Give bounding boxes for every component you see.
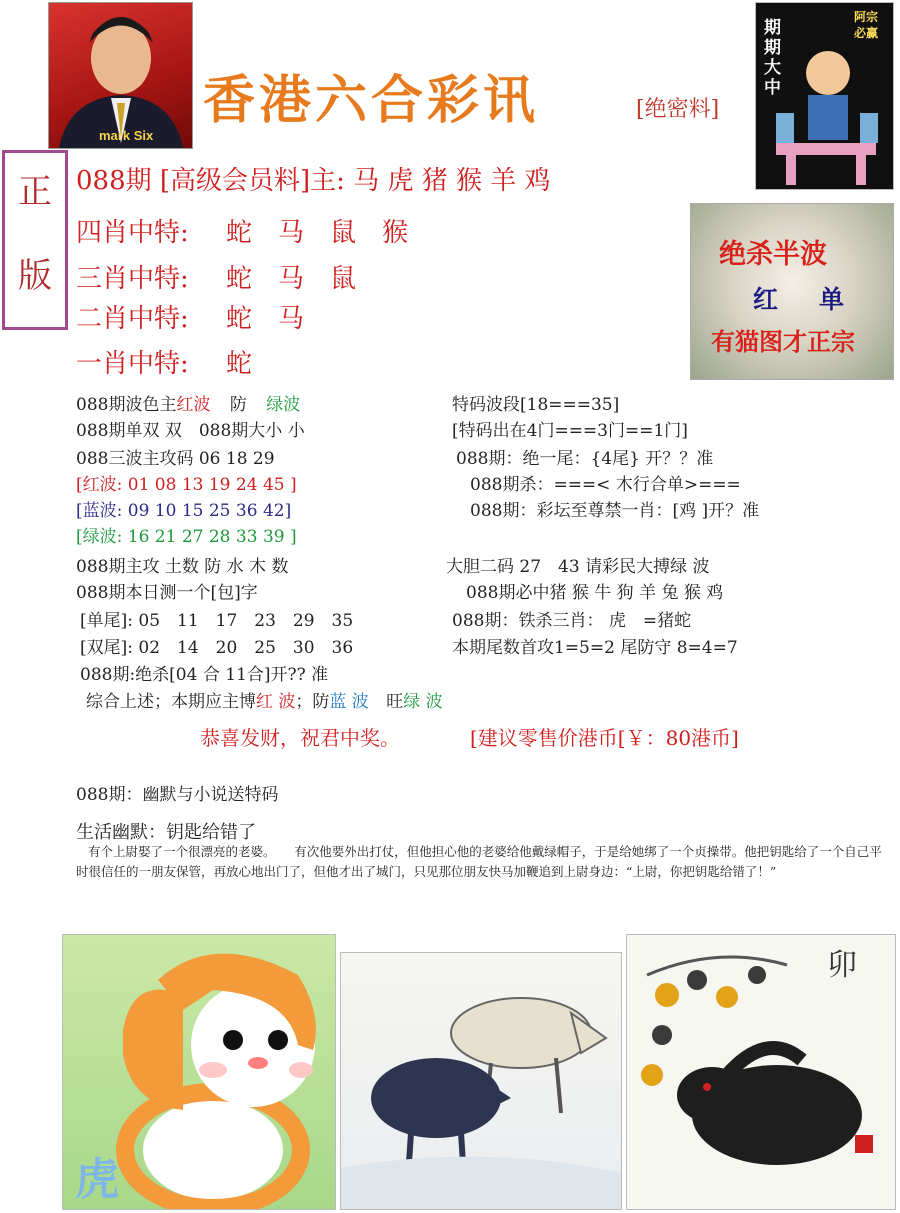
tiger-char: 虎 (75, 1154, 119, 1205)
summary-row: 综合上述；本期应主博红 波；防蓝 波 旺绿 波 (86, 692, 443, 712)
two-zodiac-label: 二肖中特: (76, 304, 189, 334)
cat-text-2b: 单 (819, 285, 845, 314)
one-zodiac-value: 蛇 (226, 349, 253, 379)
humor-story: 有个上尉娶了一个很漂亮的老婆。 有次他要外出打仗，但他担心他的老婆给他戴绿帽子，于是给她绑了一个贞操带。他把钥匙给了一个自己平时很信任的一朋友保管，再放心地出门了，但他才出了城门，只见那位朋友快马加鞭追到上尉身边：“上尉，你把钥匙给错了！” (76, 844, 882, 879)
four-zodiac-label: 四肖中特: (76, 218, 189, 248)
rabbit-painting (626, 934, 896, 1210)
price-text: [建议零售价港币[￥：80港币] (470, 726, 739, 750)
badge-char-1: 正 (18, 172, 52, 212)
special-door-row: [特码出在4门===3门==1门] (452, 421, 688, 441)
green-wave-row: [绿波: 16 21 27 28 33 39 ] (76, 527, 297, 547)
wave-color-row: 088期波色主红波 防 绿波 (76, 395, 301, 415)
four-zodiac-value: 蛇 马 鼠 猴 (226, 218, 409, 248)
red-wave-row: [红波: 01 08 13 19 24 45 ] (76, 475, 297, 495)
cartoon-text-right: 阿宗必赢 (854, 10, 879, 40)
humor-heading: 088期：幽默与小说送特码 (76, 785, 279, 805)
three-wave-row: 088三波主攻码 06 18 29 (76, 449, 275, 469)
page-subtitle: [绝密料] (636, 97, 720, 122)
pigs-painting (340, 952, 622, 1210)
pigs-figure (341, 953, 621, 1209)
one-zodiac-label: 一肖中特: (76, 349, 189, 379)
cartoon-image (755, 2, 894, 190)
cat-image (690, 203, 894, 380)
cat-text-2a: 红 (753, 285, 779, 314)
daily-char-row: 088期本日测一个[包]字 (76, 583, 258, 603)
congrats-text: 恭喜发财，祝君中奖。 (200, 726, 400, 750)
member-picks: 088期 [高级会员料]主: 马 虎 猪 猴 羊 鸡 (76, 166, 551, 196)
cat-text-1: 绝杀半波 (719, 239, 827, 270)
special-range-row: 特码波段[18===35] (452, 395, 620, 415)
badge-char-2: 版 (18, 256, 52, 297)
tiger-image (62, 934, 336, 1210)
rabbit-figure (627, 935, 895, 1209)
humor-title: 生活幽默：钥匙给错了 (76, 822, 256, 843)
tail-attack-row: 本期尾数首攻1=5=2 尾防守 8=4=7 (452, 638, 738, 658)
authentic-badge (2, 150, 68, 330)
odd-even-row: 088期单双 双 088期大小 小 (76, 421, 305, 441)
three-zodiac-value: 蛇 马 鼠 (226, 264, 357, 294)
page-title: 香港六合彩讯 (203, 70, 540, 131)
element-kill-row: 088期杀：===< 木行合单>=== (470, 475, 741, 495)
portrait-image (48, 2, 193, 149)
two-number-row: 大胆二码 27 43 请彩民大搏绿 波 (446, 557, 710, 577)
tail-pick-row: 088期：绝一尾：{4尾} 开？？准 (456, 449, 714, 469)
cat-text-3: 有猫图才正宗 (711, 327, 855, 356)
banned-zodiac-row: 088期：彩坛至尊禁一肖：[鸡 ]开？准 (470, 501, 760, 521)
kill-row: 088期:绝杀[04 合 11合]开?? 准 (80, 665, 329, 685)
three-zodiac-label: 三肖中特: (76, 264, 189, 294)
must-win-row: 088期必中猪 猴 牛 狗 羊 兔 猴 鸡 (466, 583, 724, 603)
painting-seal-mark: 卯 (827, 948, 857, 983)
logo-text: mark Six (99, 128, 154, 143)
three-kill-row: 088期：铁杀三肖： 虎 =猪蛇 (452, 611, 692, 631)
main-number-row: 088期主攻 土数 防 水 木 数 (76, 557, 289, 577)
blue-wave-row: [蓝波: 09 10 15 25 36 42] (76, 501, 292, 521)
two-zodiac-value: 蛇 马 (226, 304, 305, 334)
odd-tail-row: [单尾]: 05 11 17 23 29 35 (80, 611, 354, 631)
even-tail-row: [双尾]: 02 14 20 25 30 36 (80, 638, 354, 658)
portrait-figure (49, 3, 192, 148)
cartoon-text-left: 期期大中 (764, 18, 781, 98)
